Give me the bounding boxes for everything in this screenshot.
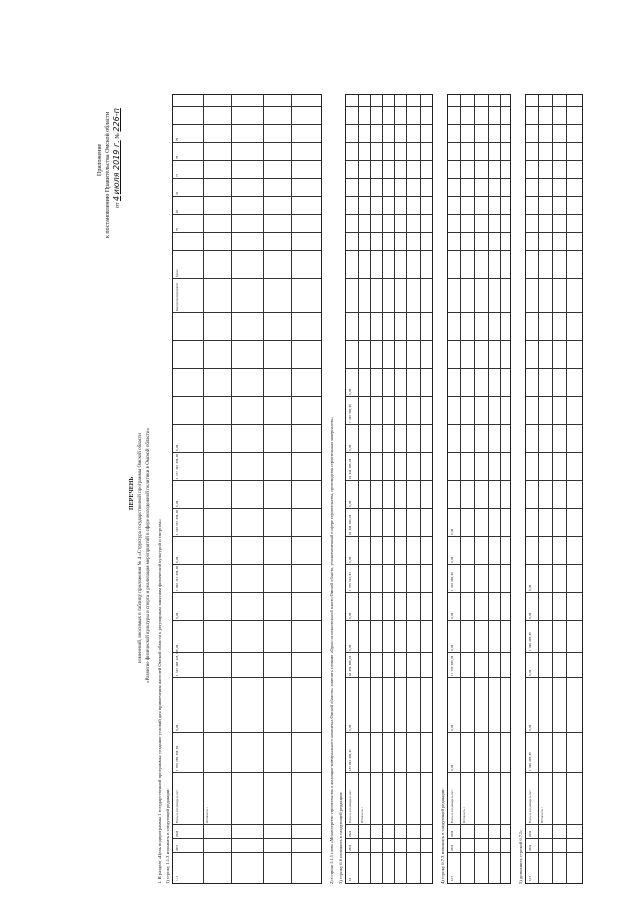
cell: 1 350 000,00 [451,572,454,591]
cell: 1 068 000,00 [529,632,532,651]
cell: 75 [176,227,179,231]
annex-day: 4 [112,195,121,201]
cell: 0,00 [529,669,532,676]
cell: 0,00 [349,556,352,563]
cell: 0,00 [451,556,454,563]
cell: Источник № 1 [206,807,209,823]
cell: 0,00 [451,724,454,731]
cell: Единиц [176,268,179,277]
cell: Источник № 1 [541,807,544,823]
cell: 17 750 000,00 [451,655,454,676]
cell: 1 076 589 500,00 [176,746,179,771]
item-3: 3) строку 6.6 изложить в следующей редакции: [338,791,343,884]
cell: 79 [176,137,179,141]
cell: 133 091 686,07 [349,749,352,771]
year-to: 2019 [451,830,454,837]
cell: 0,00 [349,612,352,619]
year-from: 2017 [176,844,179,851]
cell: 0,00 [349,388,352,395]
cell: 0,00 [529,584,532,591]
annex-label: Приложение [97,143,103,176]
row-number: 1.1.3 [176,875,179,881]
cell: Всего, из них расходы за счет: [176,789,179,823]
cell: Всего, из них расходы за счет: [529,789,532,823]
annex-date-prefix: от [115,202,121,208]
cell: 0,00 [176,724,179,731]
cell: 1 060 112 000,00 [176,566,179,591]
cell: Всего, из них расходы за счет: [451,789,454,823]
cell: 0,00 [451,528,454,535]
table-row-6-7-5 [525,94,583,884]
cell: 0,00 [176,444,179,451]
cell: 77 [176,173,179,177]
row-number: 6.7.3 [451,875,454,881]
cell: 19 260 085,00 [349,458,352,479]
cell: 0,00 [349,500,352,507]
item-2: 2) в строке 5.1.5 слова «Министерство строительства и жилищно-коммунального комплекса Омской области» заменить словами «Орган исполнительной власти Омской области, уполномоченный в сфере строительства, производства строительных материалов»; [329,417,334,884]
cell: 76 [176,191,179,195]
cell: 0,00 [529,612,532,619]
cell: 1 068 000,00 [529,752,532,771]
annex-date-line [113,108,122,208]
cell: 65 [176,209,179,213]
cell: 7 160 000,00 [349,404,352,423]
cell: Всего, из них расходы за счет: [349,789,352,823]
cell: 19 386 000,00 [349,514,352,535]
cell: 0,00 [451,644,454,651]
annex-month-year: июля 2019 г. [112,140,121,195]
cell: 0,00 [176,500,179,507]
cell: 0,00 [349,644,352,651]
cell: 0,00 [176,612,179,619]
row-number: 6.7.5 [529,875,532,881]
cell: 0,00 [176,644,179,651]
cell: 0,00 [349,724,352,731]
section-intro: 1. В разделе «Цель подпрограммы 1 государственной программы: создание условий для привлечения жителей Омской области к регулярным занятиям физической культурой и спортом»: [157,518,162,884]
row-number: 6.6 [349,877,352,881]
table-row-1-1-3 [172,94,322,884]
cell: 0,00 [451,764,454,771]
cell: 1 140 507 000,00 [176,510,179,535]
cell: 0,00 [529,724,532,731]
annex-number: 226-п [112,108,121,132]
table-row-6-7-3 [447,94,511,884]
cell: Источник № 1 [463,807,466,823]
cell: Источник № 1 [361,807,364,823]
cell: 78 [176,155,179,159]
annex-number-prefix: № [115,133,121,139]
document-title-line1: изменений, вносимых в таблицу приложения № 4 «Структура государственной программы Омской области [138,433,143,663]
table-row-6-6 [345,94,433,884]
rotated-landscape-sheet [92,88,592,888]
cell: 0,00 [349,444,352,451]
cell: 0,00 [176,556,179,563]
cell: 0,00 [451,612,454,619]
year-to: 2019 [529,830,532,837]
cell: 1 133 498 220,79 [176,651,179,676]
document-title-line2: «Развитие физической культуры и спорта и реализация мероприятий в сфере молодежной политики в Омской области» [146,427,151,683]
item-4: 4) строку 6.7.3 изложить в следующей редакции: [440,788,445,884]
cell: 1 177 345 000,00 [176,454,179,479]
cell: 1 079 543,03 [349,572,352,591]
cell: Количество мероприятий [176,282,179,311]
year-from: 2019 [529,844,532,851]
item-1: 1) строку 1.1.3 изложить в следующей редакции: [165,788,170,884]
year-to: 2024 [349,830,352,837]
document-heading: ПЕРЕЧЕНЬ [129,476,135,510]
year-from: 2014 [349,844,352,851]
year-from: 2014 [451,844,454,851]
item-5: 5) дополнить строкой 6.7.5: [518,830,523,884]
cell: 94 659 888,50 [349,655,352,676]
annex-resolution: к постановлению Правительства Омской области [105,111,111,238]
year-to: 2020 [176,830,179,837]
